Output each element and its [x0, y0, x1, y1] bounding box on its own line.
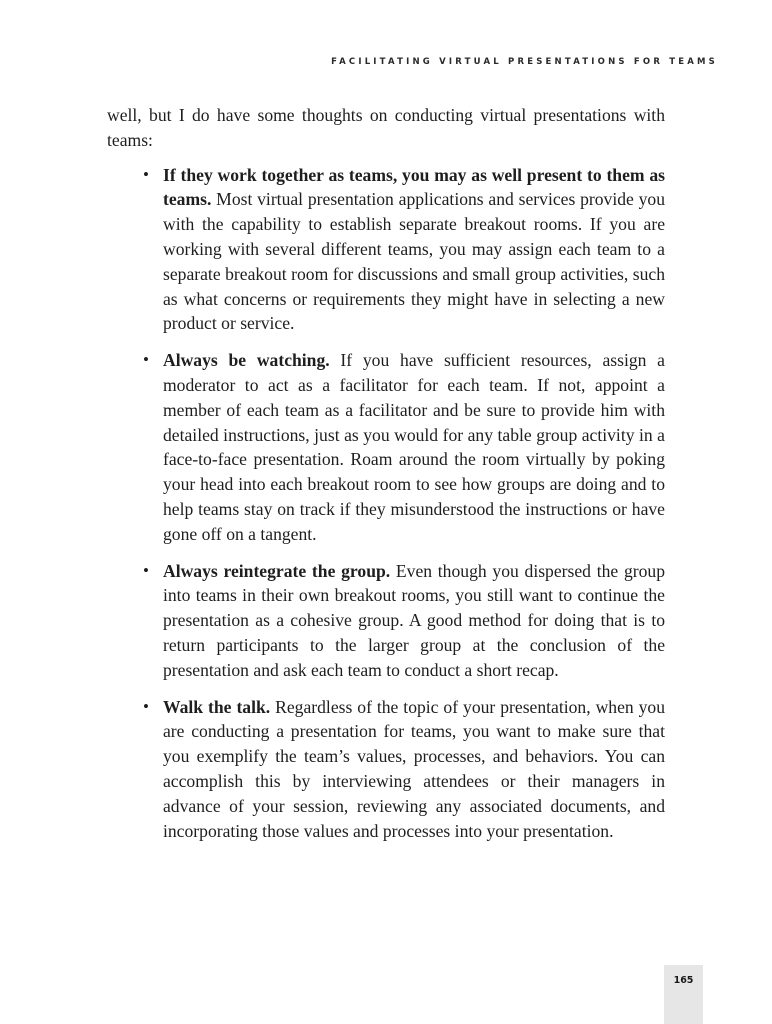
bullet-list [107, 163, 665, 844]
bullet-item [107, 695, 665, 844]
bullet-lead: Always be watching. [163, 350, 341, 371]
bullet-icon: • [143, 696, 149, 716]
page-number-tab [664, 965, 703, 1024]
bullet-item [107, 348, 665, 546]
bullet-lead: Always reintegrate the group. [163, 560, 396, 581]
bullet-lead: If they work together as teams, you may as well present to them as teams. [163, 164, 665, 210]
bullet-text: If you have sufficient resources, assign a moderator to act as a facilitator for each team. If not, appoint a member of each team as a facilitator and be sure to provide him with detailed instructions, just as you would for any table group activity in a face-to-face presentation. Roam around the room virtually by poking your head into each breakout room to see how groups are doing and to help teams stay on track if they misunderstood the instructions or have gone off on a tangent. [163, 350, 665, 544]
page-number: 165 [673, 975, 694, 986]
bullet-icon: • [143, 350, 149, 370]
bullet-icon: • [143, 164, 149, 184]
bullet-item [107, 163, 665, 337]
bullet-lead: Walk the talk. [163, 696, 276, 717]
bullet-icon: • [143, 560, 149, 580]
bullet-item [107, 559, 665, 683]
page-body [107, 103, 665, 855]
intro-paragraph: well, but I do have some thoughts on conducting virtual presentations with teams: [107, 105, 665, 150]
bullet-text: Even though you dispersed the group into teams in their own breakout rooms, you still want to continue the presentation as a cohesive group. A good method for doing that is to return participants to the larger group at the conclusion of the presentation and ask each team to conduct a short recap. [163, 560, 665, 680]
running-head: FACILITATING VIRTUAL PRESENTATIONS FOR TEAMS [331, 57, 718, 67]
bullet-text: Most virtual presentation applications and services provide you with the capability to establish separate breakout rooms. If you are working with several different teams, you may assign each team to a separate breakout room for discussions and small group activities, such as what concerns or requirements they might have in selecting a new product or service. [163, 189, 666, 334]
bullet-text: Regardless of the topic of your presentation, when you are conducting a presentation for teams, you want to make sure that you exemplify the team’s values, processes, and behaviors. You can accomplish this by interviewing attendees or their managers in advance of your session, reviewing any associated documents, and incorporating those values and processes into your presentation. [163, 696, 666, 841]
